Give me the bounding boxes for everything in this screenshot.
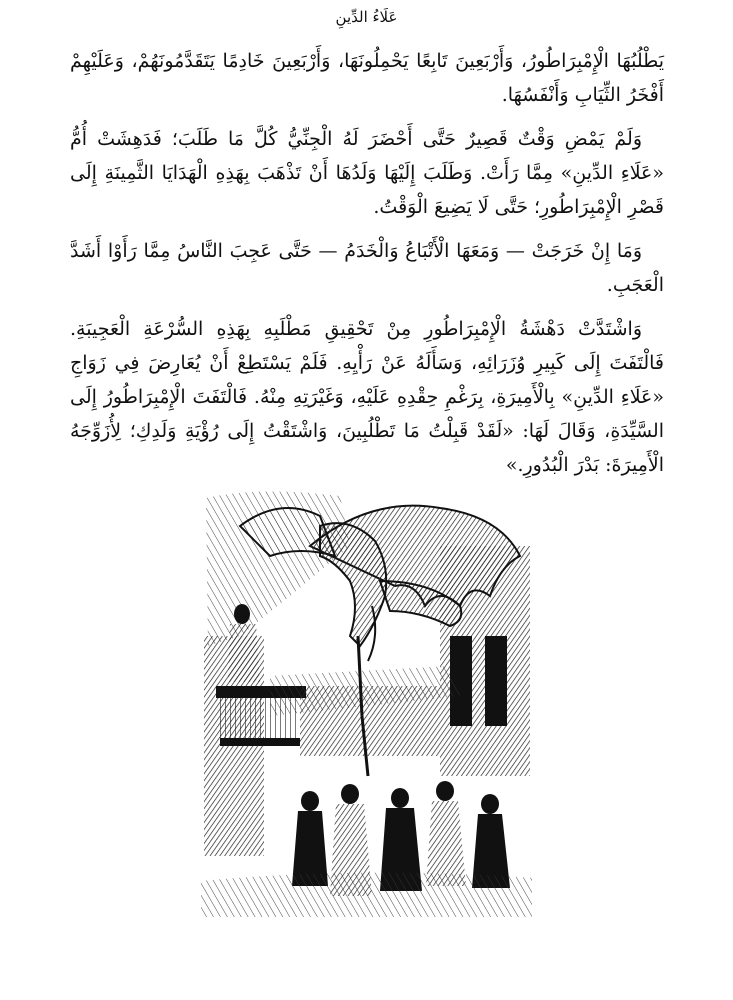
paragraph-2: وَلَمْ يَمْضِ وَقْتٌ قَصِيرٌ حَتَّى أَحْضَرَ لَهُ الْجِنِّيُّ كُلَّ مَا طَلَبَ؛ فَدَهِشَتْ أُمُّ «عَلَاءِ الدِّينِ» مِمَّا رَأَتْ. وَطَلَبَ إِلَيْهَا وَلَدُهَا أَنْ تَذْهَبَ بِهَذِهِ الْهَدَايَا الثَّمِينَةِ إِلَى قَصْرِ الْإِمْبِرَاطُورِ؛ حَتَّى لَا يَضِيعَ الْوَقْتُ.	[70, 128, 664, 218]
engraving-image	[200, 486, 533, 918]
paragraph-3: وَمَا إِنْ خَرَجَتْ — وَمَعَهَا الْأَتْبَاعُ وَالْخَدَمُ — حَتَّى عَجِبَ النَّاسُ مِمَّا رَأَوْا أَشَدَّ الْعَجَبِ.	[70, 240, 664, 296]
paragraph-1: يَطْلُبُهَا الْإِمْبِرَاطُورُ، وَأَرْبَعِينَ تَابِعًا يَحْمِلُونَهَا، وَأَرْبَعِينَ خَادِمًا يَتَقَدَّمُونَهُمْ، وَعَلَيْهِمْ أَفْخَرُ الثِّيَابِ وَأَنْفَسُهَا.	[70, 50, 664, 106]
paragraph-4: وَاشْتَدَّتْ دَهْشَةُ الْإِمْبِرَاطُورِ مِنْ تَحْقِيقِ مَطْلَبِهِ بِهَذِهِ السُّرْعَةِ الْعَجِيبَةِ. فَالْتَفَتَ إِلَى كَبِيرِ وُزَرَائِهِ، وَسَأَلَهُ عَنْ رَأْيِهِ. فَلَمْ يَسْتَطِعْ أَنْ يُعَارِضَ فِي زَوَاجِ «عَلَاءِ الدِّينِ» بِالْأَمِيرَةِ، بِرَغْمِ حِقْدِهِ عَلَيْهِ، وَغَيْرَتِهِ مِنْهُ. فَالْتَفَتَ الْإِمْبِرَاطُورُ إِلَى السَّيِّدَةِ، وَقَالَ لَهَا: «لَقَدْ قَبِلْتُ مَا تَطْلُبِينَ، وَاشْتَقْتُ إِلَى رُؤْيَةِ وَلَدِكِ؛ لِأُزَوِّجَهُ الْأَمِيرَةَ: بَدْرَ الْبُدُورِ.»	[70, 318, 664, 476]
running-header: عَلَاءُ الدِّينِ	[335, 8, 398, 26]
engraving-illustration	[200, 486, 533, 918]
body-text	[70, 44, 664, 492]
